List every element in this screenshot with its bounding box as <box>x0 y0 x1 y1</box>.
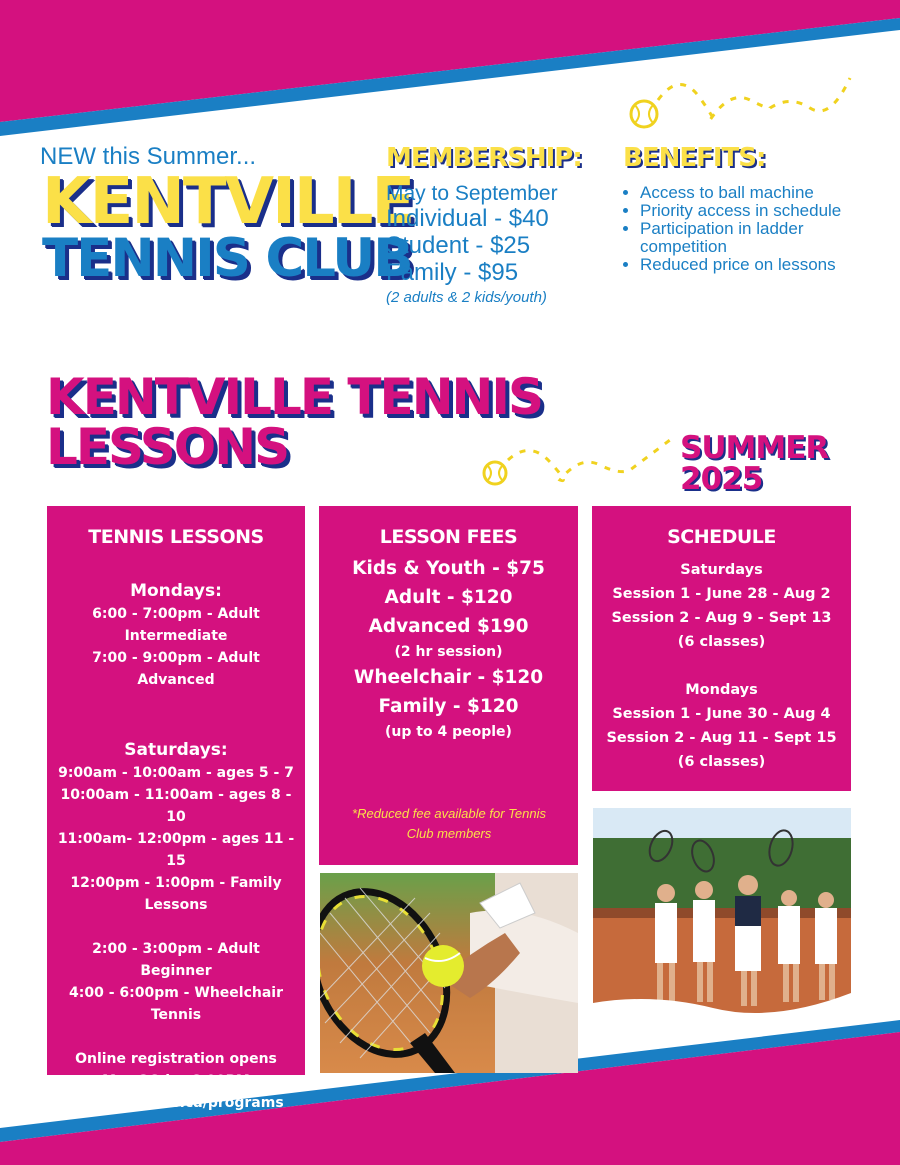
bounce-trail-2 <box>508 440 670 481</box>
benefits-list <box>610 184 860 274</box>
bounce-trail <box>658 78 850 121</box>
saturday-slot: 10:00am - 11:00am - ages 8 - 10 <box>60 787 292 825</box>
season-label-line2: 2025 <box>680 461 763 497</box>
lessons-title-line1: KENTVILLE TENNIS <box>46 368 543 426</box>
fee-family: Family - $120 <box>378 696 519 717</box>
saturday-slot: 9:00am - 10:00am - ages 5 - 7 <box>58 765 294 781</box>
schedule-session: Session 2 - Aug 9 - Sept 13 <box>611 610 832 626</box>
club-name-line1: KENTVILLE <box>42 165 414 239</box>
schedule-panel <box>592 506 851 791</box>
lesson-fees-panel <box>319 506 578 865</box>
benefit-item: • Participation in ladder competition <box>640 220 860 256</box>
lesson-fees-title: LESSON FEES <box>379 526 518 548</box>
benefits-heading: BENEFITS: <box>623 143 766 173</box>
fee-adult: Adult - $120 <box>384 587 513 608</box>
fee-advanced-note: (2 hr session) <box>394 644 503 660</box>
registration-link[interactable]: www.kentville.ca/programs <box>68 1095 284 1111</box>
membership-heading: MEMBERSHIP: <box>386 143 582 173</box>
tennis-ball-icon <box>631 101 657 127</box>
fee-kids: Kids & Youth - $75 <box>352 558 545 579</box>
season-label-line1: SUMMER <box>680 430 829 466</box>
schedule-mondays: Mondays <box>685 682 758 698</box>
afternoon-slot: 2:00 - 3:00pm - Adult Beginner <box>92 941 260 979</box>
schedule-session: Session 2 - Aug 11 - Sept 15 <box>606 730 837 746</box>
fee-advanced: Advanced $190 <box>368 616 529 637</box>
monday-slot: 7:00 - 9:00pm - Adult Advanced <box>92 650 260 688</box>
afternoon-slot: 4:00 - 6:00pm - Wheelchair Tennis <box>69 985 283 1023</box>
schedule-session: Session 1 - June 30 - Aug 4 <box>612 706 831 722</box>
new-this-summer-text: NEW this Summer... <box>40 143 257 170</box>
tennis-lessons-panel <box>47 506 305 1111</box>
club-name-line2: TENNIS CLUB <box>42 228 412 289</box>
membership-family-note: (2 adults & 2 kids/youth) <box>386 289 547 306</box>
kids-tennis-photo <box>593 808 851 1020</box>
membership-season: May to September <box>386 182 558 205</box>
fee-family-note: (up to 4 people) <box>385 724 512 740</box>
benefit-item: • Access to ball machine <box>640 184 860 202</box>
membership-price-student: Student - $25 <box>386 232 531 259</box>
registration-line: Online registration opens <box>75 1051 277 1067</box>
saturday-slot: 11:00am- 12:00pm - ages 11 - 15 <box>57 831 295 869</box>
schedule-session: Session 1 - June 28 - Aug 2 <box>612 586 831 602</box>
tennis-ball-icon-2 <box>484 462 506 484</box>
schedule-saturdays: Saturdays <box>680 562 763 578</box>
saturday-slot: 12:00pm - 1:00pm - Family Lessons <box>70 875 282 913</box>
tennis-lessons-title: TENNIS LESSONS <box>88 526 264 548</box>
schedule-title: SCHEDULE <box>667 526 776 548</box>
monday-slot: 6:00 - 7:00pm - Adult Intermediate <box>92 606 260 644</box>
membership-price-family: Family - $95 <box>386 259 519 286</box>
membership-price-individual: Individual - $40 <box>386 205 549 232</box>
benefit-item: • Priority access in schedule <box>640 202 860 220</box>
reduced-fee-note: *Reduced fee available for Tennis Club members <box>352 806 546 841</box>
fee-wheelchair: Wheelchair - $120 <box>353 667 544 688</box>
schedule-classes: (6 classes) <box>677 634 766 650</box>
lessons-title-line2: LESSONS <box>46 418 289 476</box>
saturdays-heading: Saturdays: <box>124 740 228 760</box>
registration-date: May 26th - 6:00PM <box>102 1073 250 1089</box>
racket-ball-photo <box>320 873 578 1073</box>
mondays-heading: Mondays: <box>130 581 222 601</box>
benefit-item: • Reduced price on lessons <box>640 256 860 274</box>
schedule-classes: (6 classes) <box>677 754 766 770</box>
